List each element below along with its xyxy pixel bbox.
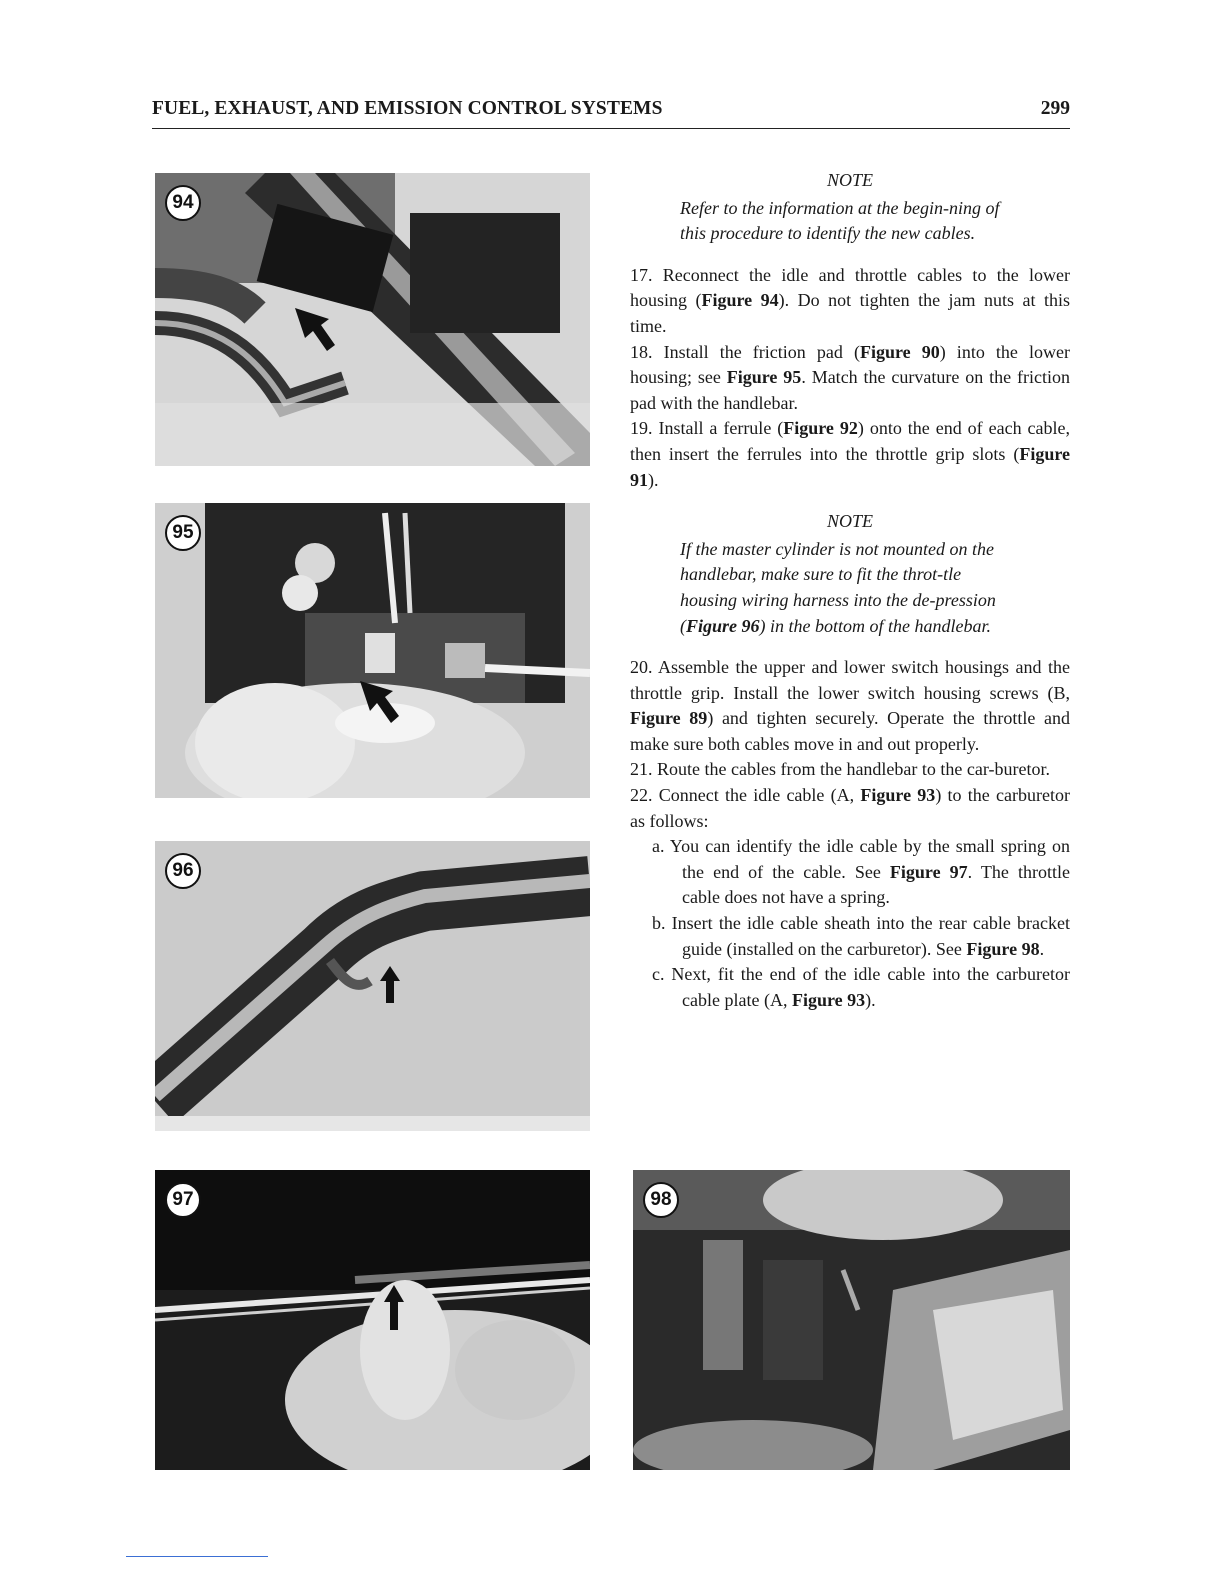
figure-98	[633, 1170, 1070, 1470]
step-text: ).	[865, 989, 876, 1010]
footer-rule	[126, 1556, 268, 1557]
note-text: ) in the bottom of the handlebar.	[759, 615, 991, 636]
note-text: If the master cylinder is not mounted on the handlebar, make sure to fit the throt-tle housing wiring harness into the de-pression (	[680, 538, 996, 636]
note-heading: NOTE	[826, 511, 873, 532]
note-block-2	[680, 509, 1020, 639]
step-18	[630, 340, 1070, 417]
idle-cable-spring-photo	[155, 1170, 590, 1470]
figure-ref: Figure 93	[791, 989, 866, 1010]
page-header	[152, 98, 1070, 129]
figure-label: 98	[643, 1182, 679, 1218]
step-text: b. Insert the idle cable sheath into the rear cable bracket guide (installed on the carburetor). See	[652, 913, 1070, 959]
figure-label: 97	[165, 1182, 201, 1218]
step-17	[630, 263, 1070, 340]
figure-ref: Figure 89	[630, 708, 708, 729]
note-heading: NOTE	[826, 170, 873, 190]
figure-ref: Figure 97	[889, 861, 968, 882]
carburetor-cable-bracket-photo	[633, 1170, 1070, 1470]
figure-95	[155, 503, 590, 798]
step-22	[630, 783, 1070, 834]
step-text: ).	[648, 469, 659, 490]
note-body: Refer to the information at the begin-ning of this procedure to identify the new cables.	[680, 197, 1000, 244]
note-body	[680, 537, 1020, 639]
step-text: . The throttle cable does not have a spring.	[682, 861, 1070, 908]
figure-label: 94	[165, 185, 201, 221]
figure-ref: Figure 93	[860, 785, 936, 806]
figure-ref: Figure 90	[859, 341, 940, 362]
step-text: 22. Connect the idle cable (A,	[630, 785, 861, 806]
step-22b	[652, 911, 1070, 962]
figure-97	[155, 1170, 590, 1470]
figure-96	[155, 841, 590, 1131]
step-text: 17. Reconnect the idle and throttle cables to the lower housing (	[630, 264, 1070, 311]
chapter-title: FUEL, EXHAUST, AND EMISSION CONTROL SYSTEMS	[152, 98, 663, 119]
step-20	[630, 655, 1070, 757]
figure-ref: Figure 94	[701, 290, 779, 311]
step-text: c. Next, fit the end of the idle cable into the carburetor cable plate (A,	[652, 964, 1070, 1010]
page-number: 299	[1040, 98, 1070, 119]
step-text: 20. Assemble the upper and lower switch housings and the throttle grip. Install the lower switch housing screws (B,	[630, 657, 1070, 703]
figure-ref: Figure 91	[630, 443, 1070, 490]
step-text: 18. Install the friction pad (	[630, 341, 860, 362]
step-22a	[652, 834, 1070, 911]
figure-ref: Figure 96	[686, 615, 760, 636]
step-text: . Match the curvature on the friction pad with the handlebar.	[630, 367, 1070, 413]
step-text: a. You can identify the idle cable by the small spring on the end of the cable. See	[652, 836, 1070, 882]
figure-label: 96	[165, 853, 201, 889]
procedure-text-column	[630, 168, 1070, 1013]
step-text: ) and tighten securely. Operate the throttle and make sure both cables move in and out properly.	[630, 708, 1070, 754]
switch-housing-hand-photo	[155, 503, 590, 798]
step-22c	[652, 962, 1070, 1013]
note-block-1	[680, 168, 1020, 247]
step-21: 21. Route the cables from the handlebar to the car-buretor.	[630, 759, 1050, 780]
handlebar-throttle-housing-photo	[155, 173, 590, 466]
handlebar-depression-photo	[155, 841, 590, 1131]
step-text: ) to the carburetor as follows:	[630, 785, 1070, 831]
step-text: 19. Install a ferrule (	[630, 418, 784, 439]
figure-label: 95	[165, 515, 201, 551]
figure-ref: Figure 98	[966, 938, 1040, 959]
figure-ref: Figure 92	[783, 418, 858, 439]
figure-94	[155, 173, 590, 466]
step-text: .	[1039, 938, 1045, 959]
step-text: ) onto the end of each cable, then insert the ferrules into the throttle grip slots (	[630, 418, 1070, 464]
step-19	[630, 416, 1070, 493]
figure-ref: Figure 95	[726, 367, 802, 388]
step-text: ) into the lower housing; see	[630, 341, 1070, 388]
step-text: ). Do not tighten the jam nuts at this time.	[630, 290, 1070, 336]
